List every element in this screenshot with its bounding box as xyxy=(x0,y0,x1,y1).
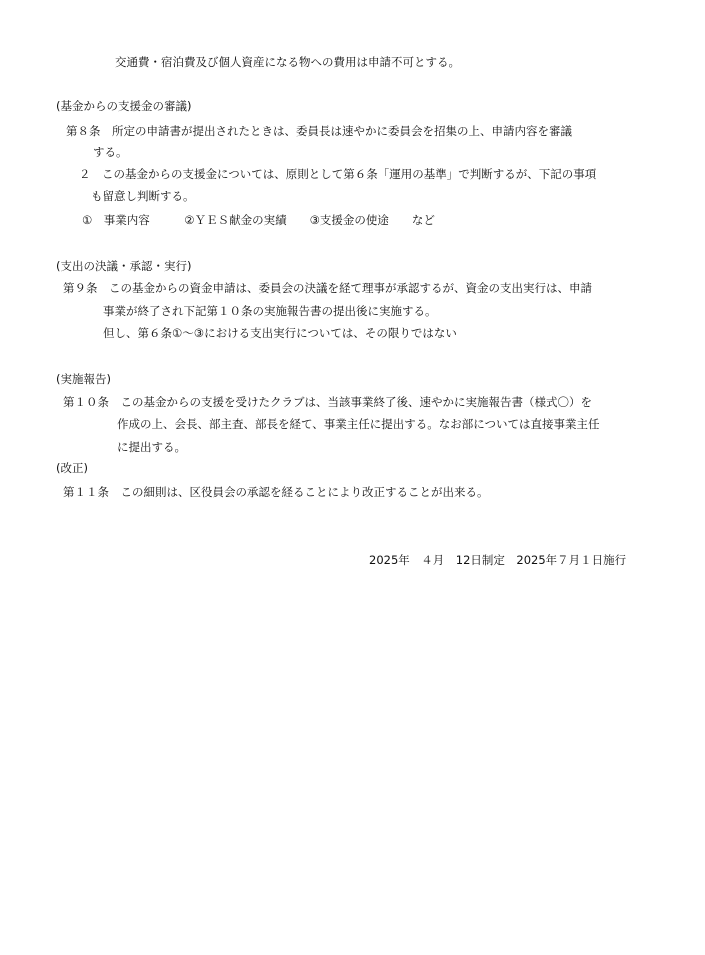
article10-line3: に提出する。 xyxy=(117,440,186,454)
article8-line1: 第８条 所定の申請書が提出されたときは、委員長は速やかに委員会を招集の上、申請内容を審議 xyxy=(66,124,572,138)
article11-line1: 第１１条 この細則は、区役員会の承認を経ることにより改正することが出来る。 xyxy=(63,485,489,499)
article7-note-line: 交通費・宿泊費及び個人資産になる物への費用は申請不可とする。 xyxy=(115,55,460,69)
article8-para2-line1: ２ この基金からの支援金については、原則として第６条「運用の基準」で判断するが、下記の事項 xyxy=(79,167,597,181)
article9-line2: 事業が終了され下記第１０条の実施報告書の提出後に実施する。 xyxy=(103,304,437,318)
enactment-date: 2025年 ４月 12日制定 2025年７月１日施行 xyxy=(369,553,627,567)
section-heading-review: (基金からの支援金の審議) xyxy=(56,99,192,113)
section-heading-expenditure: (支出の決議・承認・実行) xyxy=(56,259,192,273)
article10-line2: 作成の上、会長、部主査、部長を経て、事業主任に提出する。なお部については直接事業主任 xyxy=(117,417,600,431)
article9-proviso: 但し、第６条①～③における支出実行については、その限りではない xyxy=(103,326,457,340)
section-heading-report: (実施報告) xyxy=(56,372,111,386)
article8-criteria-list: ① 事業内容 ②ＹＥＳ献金の実績 ③支援金の使途 など xyxy=(82,213,435,227)
article8-para2-line2: も留意し判断する。 xyxy=(91,189,195,203)
article8-line2: する。 xyxy=(93,145,128,159)
section-heading-amendment: (改正) xyxy=(56,461,88,475)
article9-line1: 第９条 この基金からの資金申請は、委員会の決議を経て理事が承認するが、資金の支出実行は、申請 xyxy=(63,281,592,295)
article10-line1: 第１０条 この基金からの支援を受けたクラブは、当該事業終了後、速やかに実施報告書（様式〇）を xyxy=(63,395,592,409)
